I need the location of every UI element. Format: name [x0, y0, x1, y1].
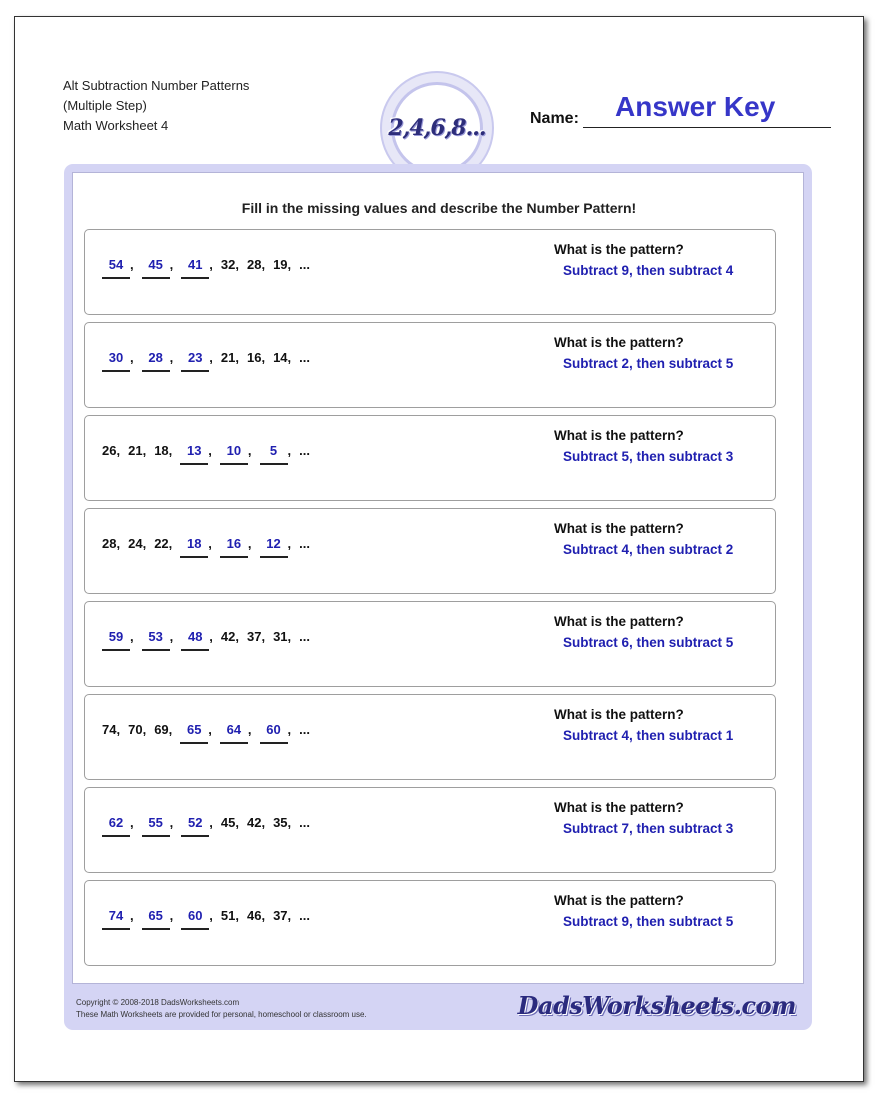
answer-blank: 12 [260, 536, 288, 558]
answer-blank-term [220, 536, 252, 558]
separator: , [169, 350, 174, 365]
pattern-question: What is the pattern? [554, 800, 684, 815]
sequence-ellipsis: ... [299, 350, 310, 365]
sequence-value: 51 [220, 908, 236, 923]
separator: , [116, 536, 121, 551]
pattern-answer: Subtract 5, then subtract 3 [563, 449, 734, 464]
given-term [247, 908, 265, 923]
separator: , [208, 722, 212, 737]
sequence-ellipsis: ... [299, 257, 310, 272]
sequence-ellipsis: ... [299, 443, 310, 458]
sequence-value: 45 [220, 815, 236, 830]
answer-blank-term [181, 629, 213, 651]
sequence-value: 70 [128, 722, 143, 737]
separator: , [169, 629, 174, 644]
answer-blank-term [102, 257, 134, 279]
pattern-answer: Subtract 4, then subtract 2 [563, 542, 734, 557]
answer-blank-term [102, 908, 134, 930]
separator: , [261, 908, 266, 923]
number-sequence [102, 815, 318, 837]
number-sequence [102, 629, 318, 651]
separator: , [208, 536, 212, 551]
sequence-ellipsis: ... [299, 908, 310, 923]
given-term [154, 443, 172, 458]
answer-blank-term [260, 722, 292, 744]
separator: , [169, 908, 174, 923]
given-term [273, 257, 291, 272]
sequence-value: 26 [102, 443, 117, 458]
separator: , [287, 257, 292, 272]
sequence-ellipsis: ... [299, 629, 310, 644]
separator: , [168, 722, 173, 737]
sequence-value: 28 [246, 257, 262, 272]
given-term [221, 629, 239, 644]
pattern-question: What is the pattern? [554, 614, 684, 629]
pattern-answer: Subtract 9, then subtract 5 [563, 914, 734, 929]
separator: , [287, 815, 292, 830]
separator: , [261, 815, 266, 830]
sequence-value: 14 [273, 350, 288, 365]
answer-blank: 28 [142, 350, 170, 372]
given-term [273, 350, 291, 365]
answer-blank: 13 [180, 443, 208, 465]
problem-row [84, 415, 776, 501]
given-term [102, 443, 120, 458]
sequence-value: 24 [128, 536, 143, 551]
given-term [102, 722, 120, 737]
separator: , [261, 629, 266, 644]
answer-blank: 64 [220, 722, 248, 744]
sequence-ellipsis: ... [299, 536, 310, 551]
separator: , [116, 722, 121, 737]
answer-blank: 59 [102, 629, 130, 651]
sequence-value: 31 [273, 629, 288, 644]
pattern-answer: Subtract 9, then subtract 4 [563, 263, 734, 278]
problem-row [84, 787, 776, 873]
separator: , [169, 815, 174, 830]
sequence-logo-text: 2,4,6,8... [388, 115, 486, 141]
given-term [154, 722, 172, 737]
answer-blank-term [142, 629, 174, 651]
separator: , [287, 629, 292, 644]
given-term [128, 443, 146, 458]
pattern-question: What is the pattern? [554, 242, 684, 257]
sequence-value: 32 [220, 257, 236, 272]
separator: , [287, 908, 292, 923]
given-term [102, 536, 120, 551]
answer-blank-term [181, 815, 213, 837]
pattern-question: What is the pattern? [554, 893, 684, 908]
separator: , [130, 815, 134, 830]
number-sequence [102, 908, 318, 930]
answer-blank: 60 [181, 908, 209, 930]
answer-blank: 45 [142, 257, 170, 279]
pattern-answer: Subtract 7, then subtract 3 [563, 821, 734, 836]
separator: , [168, 443, 173, 458]
pattern-question: What is the pattern? [554, 335, 684, 350]
separator: , [235, 629, 239, 644]
answer-blank: 41 [181, 257, 209, 279]
given-term [221, 908, 239, 923]
answer-blank-term [260, 443, 292, 465]
separator: , [169, 257, 174, 272]
separator: , [247, 722, 252, 737]
sequence-value: 46 [246, 908, 262, 923]
separator: , [209, 815, 213, 830]
given-term [128, 536, 146, 551]
sequence-ellipsis: ... [299, 722, 310, 737]
separator: , [116, 443, 121, 458]
sequence-value: 37 [246, 629, 262, 644]
sequence-value: 16 [246, 350, 262, 365]
usage-notice: These Math Worksheets are provided for personal, homeschool or classroom use. [76, 1010, 367, 1019]
separator: , [287, 536, 292, 551]
answer-blank-term [102, 350, 134, 372]
given-term [247, 815, 265, 830]
problem-row [84, 229, 776, 315]
separator: , [247, 443, 252, 458]
separator: , [142, 443, 147, 458]
given-term [221, 815, 239, 830]
answer-blank: 74 [102, 908, 130, 930]
sequence-value: 21 [128, 443, 143, 458]
answer-blank: 54 [102, 257, 130, 279]
separator: , [287, 722, 292, 737]
sequence-value: 22 [154, 536, 169, 551]
answer-blank-term [142, 350, 174, 372]
footer-text [76, 997, 367, 1021]
separator: , [235, 815, 239, 830]
problem-row [84, 322, 776, 408]
number-sequence [102, 722, 318, 744]
separator: , [130, 908, 134, 923]
answer-blank: 23 [181, 350, 209, 372]
answer-blank-term [181, 257, 213, 279]
answer-blank: 5 [260, 443, 288, 465]
title-line: Alt Subtraction Number Patterns [63, 78, 250, 93]
separator: , [209, 629, 213, 644]
sequence-value: 19 [273, 257, 288, 272]
pattern-question: What is the pattern? [554, 707, 684, 722]
copyright-text: Copyright © 2008-2018 DadsWorksheets.com [76, 998, 240, 1007]
answer-blank-term [220, 443, 252, 465]
separator: , [287, 443, 292, 458]
title-line: Math Worksheet 4 [63, 118, 169, 133]
sequence-value: 42 [246, 815, 262, 830]
given-term [128, 722, 146, 737]
pattern-answer: Subtract 2, then subtract 5 [563, 356, 734, 371]
answer-blank-term [142, 257, 174, 279]
separator: , [261, 257, 266, 272]
problem-row [84, 694, 776, 780]
name-label: Name: [530, 110, 579, 127]
answer-blank-term [180, 443, 212, 465]
number-sequence [102, 257, 318, 279]
answer-blank-term [180, 536, 212, 558]
answer-blank-term [142, 908, 174, 930]
instructions: Fill in the missing values and describe the Number Pattern! [241, 200, 637, 216]
given-term [221, 350, 239, 365]
answer-blank-term [142, 815, 174, 837]
problem-row [84, 880, 776, 966]
problem-row [84, 601, 776, 687]
given-term [273, 815, 291, 830]
site-logo: DadsWorksheets.com [517, 991, 796, 1020]
separator: , [142, 536, 147, 551]
given-term [247, 350, 265, 365]
given-term [221, 257, 239, 272]
separator: , [130, 629, 134, 644]
sequence-value: 21 [220, 350, 236, 365]
separator: , [209, 350, 213, 365]
pattern-question: What is the pattern? [554, 521, 684, 536]
separator: , [208, 443, 212, 458]
given-term [247, 629, 265, 644]
worksheet-title [63, 76, 249, 136]
problem-list [84, 229, 776, 973]
sequence-value: 18 [154, 443, 169, 458]
separator: , [287, 350, 292, 365]
answer-blank-term [260, 536, 292, 558]
sequence-value: 74 [102, 722, 117, 737]
answer-blank: 53 [142, 629, 170, 651]
worksheet-frame [64, 164, 812, 1030]
name-line [583, 127, 831, 128]
answer-blank-term [102, 815, 134, 837]
answer-blank-term [220, 722, 252, 744]
title-line: (Multiple Step) [63, 98, 147, 113]
problem-row [84, 508, 776, 594]
sequence-logo-inner [388, 82, 486, 174]
answer-blank-term [181, 350, 213, 372]
answer-blank: 30 [102, 350, 130, 372]
separator: , [209, 908, 213, 923]
separator: , [247, 536, 252, 551]
number-sequence [102, 536, 318, 558]
separator: , [261, 350, 266, 365]
sequence-value: 69 [154, 722, 169, 737]
answer-blank: 55 [142, 815, 170, 837]
given-term [154, 536, 172, 551]
answer-blank: 60 [260, 722, 288, 744]
answer-blank: 62 [102, 815, 130, 837]
answer-blank-term [102, 629, 134, 651]
answer-blank: 48 [181, 629, 209, 651]
answer-blank-term [181, 908, 213, 930]
answer-blank: 18 [180, 536, 208, 558]
pattern-question: What is the pattern? [554, 428, 684, 443]
given-term [273, 629, 291, 644]
separator: , [130, 257, 134, 272]
sequence-value: 28 [102, 536, 117, 551]
separator: , [168, 536, 173, 551]
separator: , [235, 257, 239, 272]
answer-blank: 10 [220, 443, 248, 465]
answer-key-label: Answer Key [615, 91, 776, 122]
pattern-answer: Subtract 6, then subtract 5 [563, 635, 734, 650]
answer-blank: 65 [180, 722, 208, 744]
number-sequence [102, 350, 318, 372]
number-sequence [102, 443, 318, 465]
answer-blank-term [180, 722, 212, 744]
separator: , [235, 350, 239, 365]
separator: , [209, 257, 213, 272]
answer-blank: 65 [142, 908, 170, 930]
answer-blank: 52 [181, 815, 209, 837]
sequence-value: 37 [273, 908, 288, 923]
sequence-ellipsis: ... [299, 815, 310, 830]
separator: , [130, 350, 134, 365]
separator: , [235, 908, 239, 923]
problems-panel [72, 172, 804, 984]
pattern-answer: Subtract 4, then subtract 1 [563, 728, 734, 743]
sequence-value: 42 [220, 629, 236, 644]
separator: , [142, 722, 147, 737]
given-term [247, 257, 265, 272]
given-term [273, 908, 291, 923]
sequence-value: 35 [273, 815, 288, 830]
answer-blank: 16 [220, 536, 248, 558]
